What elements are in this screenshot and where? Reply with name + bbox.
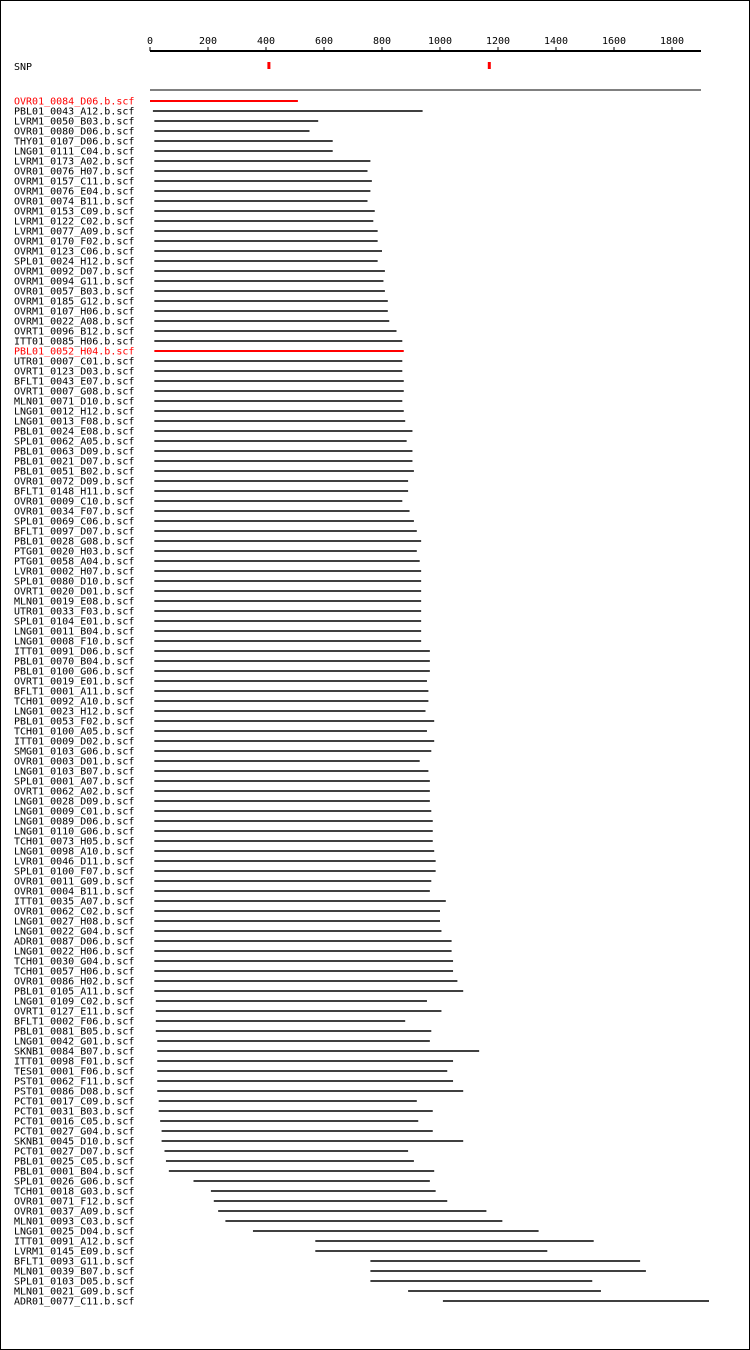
read-name[interactable]: OVRT1_0019_E01.b.scf [14,676,135,688]
read-name[interactable]: LVR01_0002_H07.b.scf [14,566,135,578]
axis-tick-label: 600 [314,36,334,47]
read-name[interactable]: PCT01_0016_C05.b.scf [14,1116,135,1128]
read-name[interactable]: OVR01_0072_D09.b.scf [14,476,135,488]
read-name[interactable]: OVR01_0084_D06.b.scf [14,96,135,108]
read-name[interactable]: PBL01_0028_G08.b.scf [14,536,135,548]
read-name[interactable]: OVR01_0004_B11.b.scf [14,886,135,898]
read-name[interactable]: OVRM1_0076_E04.b.scf [14,186,135,198]
read-name[interactable]: LNG01_0025_D04.b.scf [14,1226,135,1238]
read-name[interactable]: LVRM1_0122_C02.b.scf [14,216,135,228]
read-list [14,97,709,1308]
read-name[interactable]: OVRT1_0096_B12.b.scf [14,326,135,338]
read-name[interactable]: PST01_0086_D08.b.scf [14,1086,135,1098]
read-name[interactable]: LNG01_0023_H12.b.scf [14,706,135,718]
read-name[interactable]: MLN01_0021_G09.b.scf [14,1286,135,1298]
read-name[interactable]: SPL01_0104_E01.b.scf [14,616,135,628]
read-name[interactable]: SPL01_0103_D05.b.scf [14,1276,135,1288]
read-name[interactable]: LNG01_0009_C01.b.scf [14,806,135,818]
read-name[interactable]: ITT01_0035_A07.b.scf [14,896,135,908]
read-name[interactable]: PTG01_0020_H03.b.scf [14,546,135,558]
read-name[interactable]: OVR01_0057_B03.b.scf [14,286,135,298]
read-name[interactable]: BFLT1_0148_H11.b.scf [14,486,135,498]
snp-marker [488,62,491,69]
read-name[interactable]: OVRM1_0123_C06.b.scf [14,246,135,258]
read-name[interactable]: LVRM1_0173_A02.b.scf [14,156,135,168]
read-alignment-diagram [1,1,749,1349]
read-name[interactable]: LNG01_0011_B04.b.scf [14,626,135,638]
read-name[interactable]: LNG01_0008_F10.b.scf [14,636,135,648]
read-name[interactable]: OVRT1_0062_A02.b.scf [14,786,135,798]
read-name[interactable]: LNG01_0103_B07.b.scf [14,766,135,778]
read-name[interactable]: LNG01_0022_G04.b.scf [14,926,135,938]
read-name[interactable]: SPL01_0024_H12.b.scf [14,256,135,268]
read-name[interactable]: SPL01_0069_C06.b.scf [14,516,135,528]
read-name[interactable]: LNG01_0028_D09.b.scf [14,796,135,808]
read-name[interactable]: SPL01_0100_F07.b.scf [14,866,135,878]
snp-track-label: SNP [14,62,33,73]
read-name[interactable]: TCH01_0057_H06.b.scf [14,966,135,978]
read-name[interactable]: PBL01_0063_D09.b.scf [14,446,135,458]
read-name[interactable]: PBL01_0070_B04.b.scf [14,656,135,668]
read-name[interactable]: BFLT1_0093_G11.b.scf [14,1256,135,1268]
read-name[interactable]: LNG01_0022_H06.b.scf [14,946,135,958]
read-name[interactable]: SKNB1_0084_B07.b.scf [14,1046,135,1058]
read-name[interactable]: OVR01_0034_F07.b.scf [14,506,135,518]
read-name[interactable]: LNG01_0013_F08.b.scf [14,416,135,428]
read-name[interactable]: PCT01_0027_G04.b.scf [14,1126,135,1138]
read-name[interactable]: SPL01_0080_D10.b.scf [14,576,135,588]
read-name[interactable]: SPL01_0026_G06.b.scf [14,1176,135,1188]
read-name[interactable]: SMG01_0103_G06.b.scf [14,746,135,758]
read-name[interactable]: ITT01_0098_F01.b.scf [14,1056,135,1068]
read-name[interactable]: MLN01_0039_B07.b.scf [14,1266,135,1278]
read-name[interactable]: BFLT1_0097_D07.b.scf [14,526,135,538]
read-name[interactable]: OVR01_0011_G09.b.scf [14,876,135,888]
read-name[interactable]: TCH01_0100_A05.b.scf [14,726,135,738]
read-name[interactable]: OVR01_0080_D06.b.scf [14,126,135,138]
read-name[interactable]: UTR01_0007_C01.b.scf [14,356,135,368]
read-row[interactable] [14,1297,709,1308]
read-name[interactable]: BFLT1_0002_F06.b.scf [14,1016,135,1028]
read-name[interactable]: MLN01_0019_E08.b.scf [14,596,135,608]
axis-tick-label: 1000 [427,36,453,47]
read-name[interactable]: PBL01_0024_E08.b.scf [14,426,135,438]
read-name[interactable]: TCH01_0092_A10.b.scf [14,696,135,708]
read-name[interactable]: PBL01_0051_B02.b.scf [14,466,135,478]
read-name[interactable]: PCT01_0027_D07.b.scf [14,1146,135,1158]
read-name[interactable]: PTG01_0058_A04.b.scf [14,556,135,568]
axis-tick-label: 200 [198,36,218,47]
snp-track [14,62,701,90]
read-name[interactable]: OVRM1_0094_G11.b.scf [14,276,135,288]
read-name[interactable]: OVR01_0071_F12.b.scf [14,1196,135,1208]
read-name[interactable]: SPL01_0001_A07.b.scf [14,776,135,788]
read-name[interactable]: ITT01_0091_A12.b.scf [14,1236,135,1248]
axis-tick-label: 1200 [485,36,511,47]
read-name[interactable]: PBL01_0052_H04.b.scf [14,346,135,358]
read-name[interactable]: ADR01_0087_D06.b.scf [14,936,135,948]
axis-tick-label: 800 [372,36,392,47]
read-name[interactable]: OVR01_0074_B11.b.scf [14,196,135,208]
read-name[interactable]: LNG01_0110_G06.b.scf [14,826,135,838]
read-name[interactable]: PBL01_0021_D07.b.scf [14,456,135,468]
read-name[interactable]: OVRM1_0092_D07.b.scf [14,266,135,278]
read-name[interactable]: OVRM1_0107_H06.b.scf [14,306,135,318]
read-name[interactable]: SKNB1_0045_D10.b.scf [14,1136,135,1148]
read-name[interactable]: OVRM1_0022_A08.b.scf [14,316,135,328]
axis-tick-label: 1400 [543,36,569,47]
read-name[interactable]: OVRT1_0123_D03.b.scf [14,366,135,378]
read-name[interactable]: OVR01_0009_C10.b.scf [14,496,135,508]
read-name[interactable]: LNG01_0027_H08.b.scf [14,916,135,928]
read-name[interactable]: OVRT1_0007_G08.b.scf [14,386,135,398]
read-name[interactable]: LVRM1_0077_A09.b.scf [14,226,135,238]
read-name[interactable]: BFLT1_0043_E07.b.scf [14,376,135,388]
read-name[interactable]: PBL01_0105_A11.b.scf [14,986,135,998]
read-name[interactable]: LVRM1_0050_B03.b.scf [14,116,135,128]
read-name[interactable]: OVRM1_0157_C11.b.scf [14,176,135,188]
axis-tick-label: 0 [146,36,154,47]
read-name[interactable]: LNG01_0111_C04.b.scf [14,146,135,158]
read-name[interactable]: PBL01_0025_C05.b.scf [14,1156,135,1168]
read-name[interactable]: LVR01_0046_D11.b.scf [14,856,135,868]
read-name[interactable]: OVR01_0076_H07.b.scf [14,166,135,178]
read-name[interactable]: TCH01_0018_G03.b.scf [14,1186,135,1198]
read-name[interactable]: ITT01_0085_H06.b.scf [14,336,135,348]
read-name[interactable]: TCH01_0073_H05.b.scf [14,836,135,848]
read-name[interactable]: OVR01_0003_D01.b.scf [14,756,135,768]
read-name[interactable]: LNG01_0089_D06.b.scf [14,816,135,828]
read-name[interactable]: PBL01_0053_F02.b.scf [14,716,135,728]
read-name[interactable]: LVRM1_0145_E09.b.scf [14,1246,135,1258]
axis-tick-label: 1600 [601,36,627,47]
read-name[interactable]: MLN01_0071_D10.b.scf [14,396,135,408]
axis-tick-label: 400 [256,36,276,47]
read-name[interactable]: LNG01_0042_G01.b.scf [14,1036,135,1048]
read-name[interactable]: PBL01_0043_A12.b.scf [14,106,135,118]
read-name[interactable]: OVR01_0037_A09.b.scf [14,1206,135,1218]
read-name[interactable]: LNG01_0098_A10.b.scf [14,846,135,858]
read-name[interactable]: PBL01_0001_B04.b.scf [14,1166,135,1178]
read-name[interactable]: ADR01_0077_C11.b.scf [14,1296,135,1308]
read-name[interactable]: LNG01_0012_H12.b.scf [14,406,135,418]
read-name[interactable]: MLN01_0093_C03.b.scf [14,1216,135,1228]
read-name[interactable]: OVRT1_0127_E11.b.scf [14,1006,135,1018]
read-name[interactable]: LNG01_0109_C02.b.scf [14,996,135,1008]
read-name[interactable]: OVRT1_0020_D01.b.scf [14,586,135,598]
read-name[interactable]: OVR01_0062_C02.b.scf [14,906,135,918]
read-name[interactable]: TES01_0001_F06.b.scf [14,1066,135,1078]
read-name[interactable]: BFLT1_0001_A11.b.scf [14,686,135,698]
read-name[interactable]: PBL01_0081_B05.b.scf [14,1026,135,1038]
read-name[interactable]: TCH01_0030_G04.b.scf [14,956,135,968]
axis-tick-label: 1800 [659,36,685,47]
snp-marker [267,62,270,69]
read-name[interactable]: OVRM1_0153_C09.b.scf [14,206,135,218]
read-name[interactable]: SPL01_0062_A05.b.scf [14,436,135,448]
read-name[interactable]: ITT01_0009_D02.b.scf [14,736,135,748]
read-name[interactable]: ITT01_0091_D06.b.scf [14,646,135,658]
read-name[interactable]: PCT01_0031_B03.b.scf [14,1106,135,1118]
position-axis [147,36,701,51]
read-name[interactable]: UTR01_0033_F03.b.scf [14,606,135,618]
read-name[interactable]: OVRM1_0185_G12.b.scf [14,296,135,308]
read-name[interactable]: PCT01_0017_C09.b.scf [14,1096,135,1108]
read-name[interactable]: PST01_0062_F11.b.scf [14,1076,135,1088]
read-name[interactable]: THY01_0107_D06.b.scf [14,136,135,148]
read-name[interactable]: PBL01_0100_G06.b.scf [14,666,135,678]
read-name[interactable]: OVR01_0086_H02.b.scf [14,976,135,988]
read-name[interactable]: OVRM1_0170_F02.b.scf [14,236,135,248]
